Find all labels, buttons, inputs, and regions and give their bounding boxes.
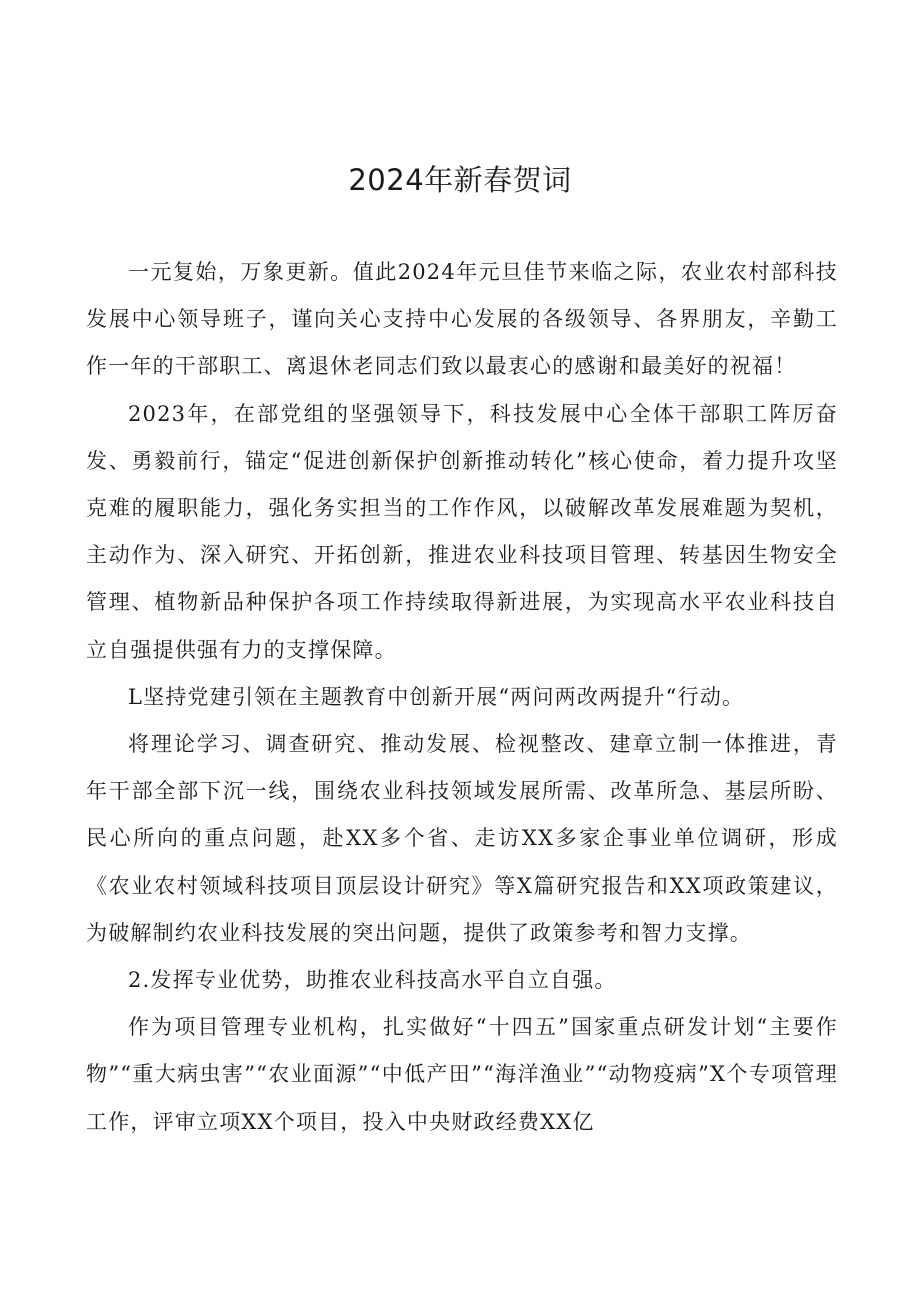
paragraph-2023-review: 2023年，在部党组的坚强领导下，科技发展中心全体干部职工阵厉奋发、勇毅前行，锚定“促进创新保护创新推动转化”核心使命，着力提升攻坚克难的履职能力，强化务实担当的工作作风，以破解改革发展难题为契机，主动作为、深入研究、开拓创新，推进农业科技项目管理、转基因生物安全管理、植物新品种保护各项工作持续取得新进展，为实现高水平农业科技自立自强提供强有力的支撑保障。: [86, 401, 838, 662]
document-title: 2024年新春贺词: [348, 163, 572, 197]
paragraph-heading-party-building: L坚持党建引领在主题教育中创新开展“两问两改两提升“行动。: [128, 684, 745, 709]
paragraph-heading-professional-advantage: 2.发挥专业优势，助推农业科技高水平自立自强。: [128, 968, 617, 993]
document-body: [86, 249, 838, 1146]
paragraph-greeting: 一元复始，万象更新。值此2024年元旦佳节来临之际，农业农村部科技发展中心领导班子，谨向关心支持中心发展的各级领导、各界朋友，辛勤工作一年的干部职工、离退休老同志们致以最衷心的感谢和最美好的祝福！: [86, 260, 838, 379]
paragraph-project-management: 作为项目管理专业机构，扎实做好“十四五”国家重点研发计划“主要作物”“重大病虫害”“农业面源”“中低产田”“海洋渔业”“动物疫病”X个专项管理工作，评审立项XX个项目，投入中央财政经费XX亿: [86, 1015, 838, 1134]
paragraph-research-work: 将理论学习、调查研究、推动发展、检视整改、建章立制一体推进，青年干部全部下沉一线，围绕农业科技领域发展所需、改革所急、基层所盼、民心所向的重点问题，赴XX多个省、走访XX多家企事业单位调研，形成《农业农村领域科技项目顶层设计研究》等X篇研究报告和XX项政策建议，为破解制约农业科技发展的突出问题，提供了政策参考和智力支撑。: [86, 732, 838, 945]
